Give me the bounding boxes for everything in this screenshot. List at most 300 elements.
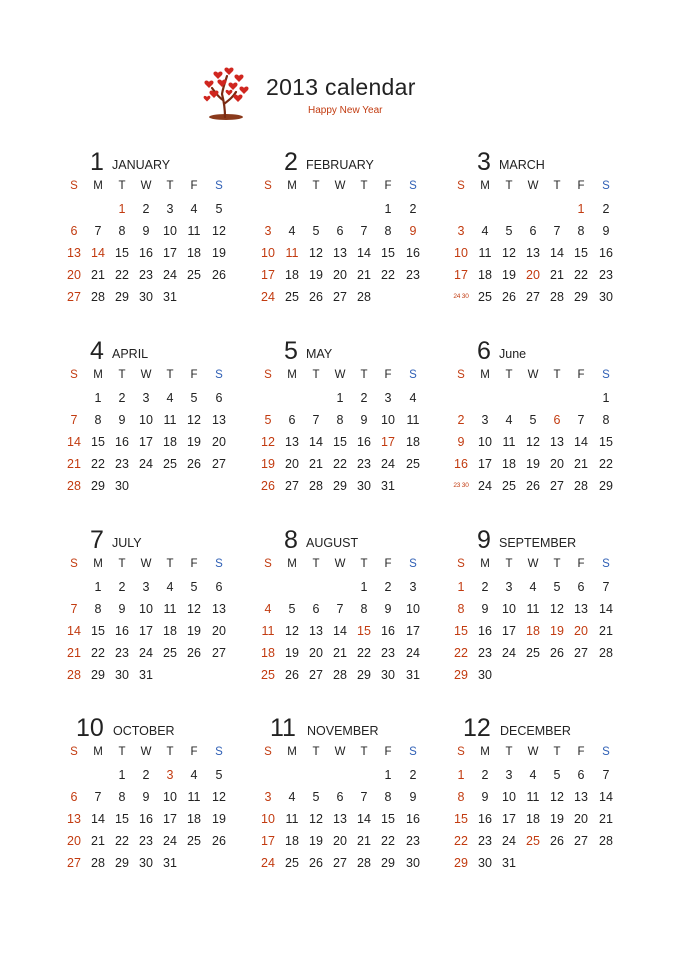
day-cell: 12 bbox=[309, 246, 323, 260]
month-header bbox=[62, 526, 252, 556]
day-cell: 17 bbox=[139, 624, 153, 638]
weekday-label: T bbox=[360, 180, 368, 192]
day-cell: 15 bbox=[454, 624, 468, 638]
day-cell: 2 bbox=[118, 580, 126, 594]
month-name: DECEMBER bbox=[500, 724, 571, 738]
weekday-label: W bbox=[527, 369, 539, 381]
day-cell: 25 bbox=[406, 457, 420, 471]
week-row bbox=[62, 202, 252, 222]
weekday-label: W bbox=[334, 369, 346, 381]
month-december bbox=[449, 714, 639, 884]
month-september bbox=[449, 526, 639, 696]
day-cell: 17 bbox=[454, 268, 468, 282]
weekday-label: S bbox=[602, 369, 610, 381]
month-number: 11 bbox=[270, 714, 296, 742]
day-cell: 11 bbox=[502, 435, 516, 449]
day-cell: 6 bbox=[529, 224, 537, 238]
weekday-label: F bbox=[384, 369, 392, 381]
day-cell: 3 bbox=[166, 768, 174, 782]
day-cell: 28 bbox=[599, 834, 613, 848]
month-number: 3 bbox=[477, 148, 491, 176]
day-cell: 20 bbox=[67, 268, 81, 282]
weekday-label: W bbox=[334, 558, 346, 570]
day-cell: 20 bbox=[67, 834, 81, 848]
day-cell: 9 bbox=[360, 413, 368, 427]
day-cell: 15 bbox=[115, 246, 129, 260]
day-cell: 4 bbox=[288, 224, 296, 238]
day-cell: 26 bbox=[526, 479, 540, 493]
weekday-label: S bbox=[602, 558, 610, 570]
day-cell: 13 bbox=[574, 602, 588, 616]
week-row bbox=[256, 812, 446, 832]
day-cell: 3 bbox=[505, 580, 513, 594]
month-header bbox=[256, 337, 446, 367]
day-cell: 26 bbox=[212, 268, 226, 282]
weekday-label: M bbox=[93, 746, 103, 758]
day-cell: 25 bbox=[163, 646, 177, 660]
day-cell: 13 bbox=[212, 413, 226, 427]
month-june bbox=[449, 337, 639, 507]
weekday-label: T bbox=[312, 558, 320, 570]
day-cell: 1 bbox=[336, 391, 344, 405]
day-cell: 21 bbox=[574, 457, 588, 471]
day-cell: 26 bbox=[261, 479, 275, 493]
day-cell: 11 bbox=[526, 790, 540, 804]
day-cell: 7 bbox=[312, 413, 320, 427]
month-name: June bbox=[499, 347, 527, 361]
day-cell: 13 bbox=[526, 246, 540, 260]
day-cell: 13 bbox=[67, 246, 81, 260]
month-header bbox=[62, 337, 252, 367]
week-row bbox=[62, 580, 252, 600]
day-cell: 11 bbox=[526, 602, 540, 616]
day-cell: 24 bbox=[163, 834, 177, 848]
day-cell: 15 bbox=[91, 624, 105, 638]
day-cell: 16 bbox=[454, 457, 468, 471]
day-cell: 28 bbox=[91, 290, 105, 304]
day-cell: 13 bbox=[67, 812, 81, 826]
week-row bbox=[449, 479, 639, 499]
weekday-label: S bbox=[215, 558, 223, 570]
day-cell: 21 bbox=[599, 624, 613, 638]
day-cell: 8 bbox=[94, 413, 102, 427]
day-cell: 11 bbox=[261, 624, 275, 638]
weekday-label: F bbox=[577, 369, 585, 381]
day-cell: 4 bbox=[166, 391, 174, 405]
weekday-label: F bbox=[384, 746, 392, 758]
week-row bbox=[256, 224, 446, 244]
day-cell: 28 bbox=[67, 479, 81, 493]
day-cell: 19 bbox=[550, 624, 564, 638]
day-cell: 25 bbox=[526, 646, 540, 660]
month-march bbox=[449, 148, 639, 318]
weekday-row bbox=[449, 368, 639, 382]
day-cell: 7 bbox=[336, 602, 344, 616]
day-cell: 23 bbox=[115, 457, 129, 471]
day-cell: 9 bbox=[481, 602, 489, 616]
week-row bbox=[449, 246, 639, 266]
day-cell: 16 bbox=[406, 246, 420, 260]
day-cell: 10 bbox=[261, 812, 275, 826]
day-cell: 29 bbox=[115, 290, 129, 304]
day-cell: 28 bbox=[574, 479, 588, 493]
day-cell: 11 bbox=[163, 413, 177, 427]
weekday-label: T bbox=[553, 369, 561, 381]
day-cell: 5 bbox=[264, 413, 272, 427]
weekday-label: T bbox=[505, 369, 513, 381]
day-cell: 1 bbox=[384, 202, 392, 216]
weekday-label: F bbox=[384, 180, 392, 192]
day-cell: 7 bbox=[94, 790, 102, 804]
week-row bbox=[256, 580, 446, 600]
weekday-label: M bbox=[93, 558, 103, 570]
weekday-row bbox=[62, 368, 252, 382]
day-cell: 16 bbox=[599, 246, 613, 260]
weekday-label: W bbox=[140, 746, 152, 758]
day-cell: 5 bbox=[553, 580, 561, 594]
day-cell: 24 bbox=[139, 646, 153, 660]
month-header bbox=[449, 714, 639, 744]
week-row bbox=[62, 646, 252, 666]
day-cell: 22 bbox=[115, 834, 129, 848]
day-cell: 6 bbox=[70, 790, 78, 804]
weekday-label: S bbox=[409, 180, 417, 192]
day-cell: 18 bbox=[187, 812, 201, 826]
day-cell: 22 bbox=[381, 268, 395, 282]
day-cell: 5 bbox=[529, 413, 537, 427]
day-cell: 26 bbox=[285, 668, 299, 682]
day-cell: 23 bbox=[406, 268, 420, 282]
day-cell: 30 bbox=[478, 856, 492, 870]
weekday-label: S bbox=[264, 369, 272, 381]
day-cell: 29 bbox=[454, 668, 468, 682]
day-cell: 14 bbox=[550, 246, 564, 260]
day-cell: 13 bbox=[333, 812, 347, 826]
day-cell: 18 bbox=[187, 246, 201, 260]
day-cell: 16 bbox=[406, 812, 420, 826]
day-cell: 6 bbox=[336, 790, 344, 804]
day-cell: 19 bbox=[261, 457, 275, 471]
day-cell: 8 bbox=[602, 413, 610, 427]
day-cell: 15 bbox=[381, 246, 395, 260]
day-cell: 8 bbox=[457, 790, 465, 804]
day-cell: 25 bbox=[187, 834, 201, 848]
weekday-label: T bbox=[118, 369, 126, 381]
weekday-label: F bbox=[190, 369, 198, 381]
month-name: AUGUST bbox=[306, 536, 359, 550]
day-cell: 27 bbox=[333, 856, 347, 870]
weekday-label: T bbox=[360, 369, 368, 381]
day-cell: 7 bbox=[360, 224, 368, 238]
day-cell: 12 bbox=[526, 435, 540, 449]
week-row bbox=[449, 290, 639, 310]
day-cell: 19 bbox=[502, 268, 516, 282]
day-cell: 17 bbox=[502, 624, 516, 638]
day-cell: 11 bbox=[187, 224, 201, 238]
day-cell: 9 bbox=[602, 224, 610, 238]
week-row bbox=[62, 834, 252, 854]
weekday-label: S bbox=[457, 746, 465, 758]
week-row bbox=[449, 624, 639, 644]
week-row bbox=[256, 479, 446, 499]
day-cell: 1 bbox=[94, 391, 102, 405]
weekday-row bbox=[62, 745, 252, 759]
week-row bbox=[62, 457, 252, 477]
day-cell: 11 bbox=[406, 413, 420, 427]
weekday-label: S bbox=[602, 746, 610, 758]
day-cell: 6 bbox=[70, 224, 78, 238]
weekday-row bbox=[256, 557, 446, 571]
day-cell: 10 bbox=[502, 790, 516, 804]
weekday-label: F bbox=[190, 180, 198, 192]
calendar-header bbox=[198, 64, 458, 122]
weekday-label: M bbox=[287, 558, 297, 570]
day-cell: 19 bbox=[550, 812, 564, 826]
day-cell: 8 bbox=[384, 790, 392, 804]
weekday-label: W bbox=[140, 180, 152, 192]
day-cell: 10 bbox=[502, 602, 516, 616]
day-cell: 1 bbox=[602, 391, 610, 405]
day-cell: 29 bbox=[91, 479, 105, 493]
day-cell: 26 bbox=[550, 834, 564, 848]
week-row bbox=[449, 202, 639, 222]
day-cell: 29 bbox=[599, 479, 613, 493]
week-row bbox=[256, 790, 446, 810]
weekday-label: W bbox=[140, 558, 152, 570]
day-cell: 22 bbox=[454, 834, 468, 848]
weekday-label: F bbox=[577, 180, 585, 192]
day-cell: 23 bbox=[406, 834, 420, 848]
day-cell: 31 bbox=[139, 668, 153, 682]
weekday-label: T bbox=[553, 180, 561, 192]
day-cell: 5 bbox=[288, 602, 296, 616]
day-cell: 30 bbox=[599, 290, 613, 304]
calendar-subtitle: Happy New Year bbox=[308, 105, 383, 116]
day-cell: 4 bbox=[190, 768, 198, 782]
day-cell: 8 bbox=[384, 224, 392, 238]
day-cell: 27 bbox=[67, 856, 81, 870]
week-row bbox=[449, 768, 639, 788]
day-cell: 2 bbox=[602, 202, 610, 216]
day-cell: 1 bbox=[457, 580, 465, 594]
day-cell: 18 bbox=[478, 268, 492, 282]
weekday-label: F bbox=[190, 746, 198, 758]
day-cell: 20 bbox=[212, 435, 226, 449]
month-november bbox=[256, 714, 446, 884]
day-cell: 21 bbox=[67, 646, 81, 660]
weekday-label: S bbox=[215, 746, 223, 758]
day-cell: 31 bbox=[406, 668, 420, 682]
day-cell: 19 bbox=[212, 246, 226, 260]
day-cell: 19 bbox=[212, 812, 226, 826]
day-cell: 14 bbox=[599, 602, 613, 616]
week-row bbox=[62, 668, 252, 688]
day-cell: 11 bbox=[478, 246, 492, 260]
weekday-label: M bbox=[480, 746, 490, 758]
day-cell: 24 bbox=[139, 457, 153, 471]
weekday-row bbox=[449, 557, 639, 571]
day-cell: 24 bbox=[502, 834, 516, 848]
day-cell: 10 bbox=[478, 435, 492, 449]
day-cell: 2 bbox=[481, 768, 489, 782]
day-cell: 22 bbox=[115, 268, 129, 282]
day-cell: 23 bbox=[381, 646, 395, 660]
day-cell: 20 bbox=[212, 624, 226, 638]
day-cell: 3 bbox=[264, 790, 272, 804]
weekday-label: F bbox=[190, 558, 198, 570]
day-cell: 28 bbox=[309, 479, 323, 493]
month-number: 6 bbox=[477, 337, 491, 365]
week-row bbox=[256, 602, 446, 622]
week-row bbox=[256, 624, 446, 644]
day-cell: 13 bbox=[212, 602, 226, 616]
day-cell: 10 bbox=[406, 602, 420, 616]
day-cell: 4 bbox=[190, 202, 198, 216]
day-cell: 10 bbox=[139, 602, 153, 616]
week-row bbox=[449, 580, 639, 600]
day-cell: 3 bbox=[142, 391, 150, 405]
weekday-label: T bbox=[118, 746, 126, 758]
month-number: 2 bbox=[284, 148, 298, 176]
weekday-label: T bbox=[505, 746, 513, 758]
day-cell: 12 bbox=[285, 624, 299, 638]
day-cell: 4 bbox=[166, 580, 174, 594]
week-row bbox=[449, 224, 639, 244]
weekday-label: F bbox=[577, 746, 585, 758]
week-row bbox=[449, 646, 639, 666]
month-header bbox=[449, 337, 639, 367]
week-row bbox=[62, 790, 252, 810]
day-cell: 11 bbox=[163, 602, 177, 616]
day-cell: 16 bbox=[115, 435, 129, 449]
weekday-label: S bbox=[457, 369, 465, 381]
day-cell: 23 bbox=[599, 268, 613, 282]
week-row bbox=[62, 602, 252, 622]
month-number: 1 bbox=[90, 148, 104, 176]
month-name: FEBRUARY bbox=[306, 158, 374, 172]
calendar-title: 2013 calendar bbox=[266, 74, 416, 100]
day-cell: 28 bbox=[91, 856, 105, 870]
day-cell: 24 bbox=[163, 268, 177, 282]
day-cell: 25 bbox=[187, 268, 201, 282]
day-cell: 10 bbox=[163, 790, 177, 804]
day-cell: 24 bbox=[502, 646, 516, 660]
day-cell: 24 30 bbox=[453, 293, 469, 300]
day-cell: 30 bbox=[357, 479, 371, 493]
day-cell: 17 bbox=[261, 834, 275, 848]
day-cell: 14 bbox=[91, 246, 105, 260]
day-cell: 18 bbox=[163, 624, 177, 638]
month-header bbox=[449, 148, 639, 178]
day-cell: 22 bbox=[599, 457, 613, 471]
day-cell: 12 bbox=[550, 602, 564, 616]
day-cell: 2 bbox=[384, 580, 392, 594]
month-august bbox=[256, 526, 446, 696]
weekday-label: S bbox=[215, 180, 223, 192]
day-cell: 21 bbox=[91, 834, 105, 848]
day-cell: 29 bbox=[454, 856, 468, 870]
day-cell: 9 bbox=[118, 413, 126, 427]
day-cell: 4 bbox=[529, 580, 537, 594]
day-cell: 7 bbox=[602, 768, 610, 782]
day-cell: 3 bbox=[457, 224, 465, 238]
day-cell: 19 bbox=[187, 435, 201, 449]
day-cell: 4 bbox=[505, 413, 513, 427]
day-cell: 28 bbox=[357, 290, 371, 304]
day-cell: 2 bbox=[118, 391, 126, 405]
weekday-label: F bbox=[384, 558, 392, 570]
week-row bbox=[62, 435, 252, 455]
day-cell: 18 bbox=[261, 646, 275, 660]
day-cell: 12 bbox=[550, 790, 564, 804]
week-row bbox=[256, 413, 446, 433]
week-row bbox=[256, 290, 446, 310]
week-row bbox=[449, 268, 639, 288]
day-cell: 4 bbox=[409, 391, 417, 405]
month-header bbox=[256, 714, 446, 744]
day-cell: 3 bbox=[481, 413, 489, 427]
day-cell: 16 bbox=[478, 812, 492, 826]
day-cell: 10 bbox=[261, 246, 275, 260]
day-cell: 16 bbox=[139, 246, 153, 260]
day-cell: 2 bbox=[142, 768, 150, 782]
day-cell: 17 bbox=[381, 435, 395, 449]
day-cell: 17 bbox=[261, 268, 275, 282]
day-cell: 30 bbox=[139, 856, 153, 870]
week-row bbox=[449, 391, 639, 411]
week-row bbox=[62, 290, 252, 310]
day-cell: 9 bbox=[142, 224, 150, 238]
weekday-label: W bbox=[527, 558, 539, 570]
weekday-label: S bbox=[70, 746, 78, 758]
week-row bbox=[62, 812, 252, 832]
month-name: NOVEMBER bbox=[307, 724, 379, 738]
day-cell: 10 bbox=[139, 413, 153, 427]
day-cell: 12 bbox=[187, 602, 201, 616]
month-january bbox=[62, 148, 252, 318]
weekday-label: M bbox=[287, 369, 297, 381]
weekday-label: T bbox=[312, 369, 320, 381]
week-row bbox=[62, 479, 252, 499]
day-cell: 11 bbox=[187, 790, 201, 804]
day-cell: 23 bbox=[357, 457, 371, 471]
day-cell: 17 bbox=[406, 624, 420, 638]
weekday-label: S bbox=[264, 558, 272, 570]
week-row bbox=[256, 457, 446, 477]
day-cell: 31 bbox=[163, 856, 177, 870]
day-cell: 15 bbox=[91, 435, 105, 449]
weekday-label: W bbox=[334, 180, 346, 192]
weekday-label: T bbox=[360, 558, 368, 570]
day-cell: 30 bbox=[406, 856, 420, 870]
weekday-label: T bbox=[553, 746, 561, 758]
day-cell: 2 bbox=[409, 768, 417, 782]
day-cell: 7 bbox=[602, 580, 610, 594]
week-row bbox=[62, 413, 252, 433]
weekday-label: T bbox=[118, 180, 126, 192]
weekday-row bbox=[256, 745, 446, 759]
day-cell: 18 bbox=[406, 435, 420, 449]
day-cell: 25 bbox=[163, 457, 177, 471]
day-cell: 12 bbox=[309, 812, 323, 826]
day-cell: 29 bbox=[333, 479, 347, 493]
day-cell: 26 bbox=[502, 290, 516, 304]
day-cell: 7 bbox=[70, 602, 78, 616]
day-cell: 18 bbox=[526, 624, 540, 638]
weekday-label: T bbox=[312, 180, 320, 192]
day-cell: 9 bbox=[409, 790, 417, 804]
day-cell: 23 bbox=[115, 646, 129, 660]
